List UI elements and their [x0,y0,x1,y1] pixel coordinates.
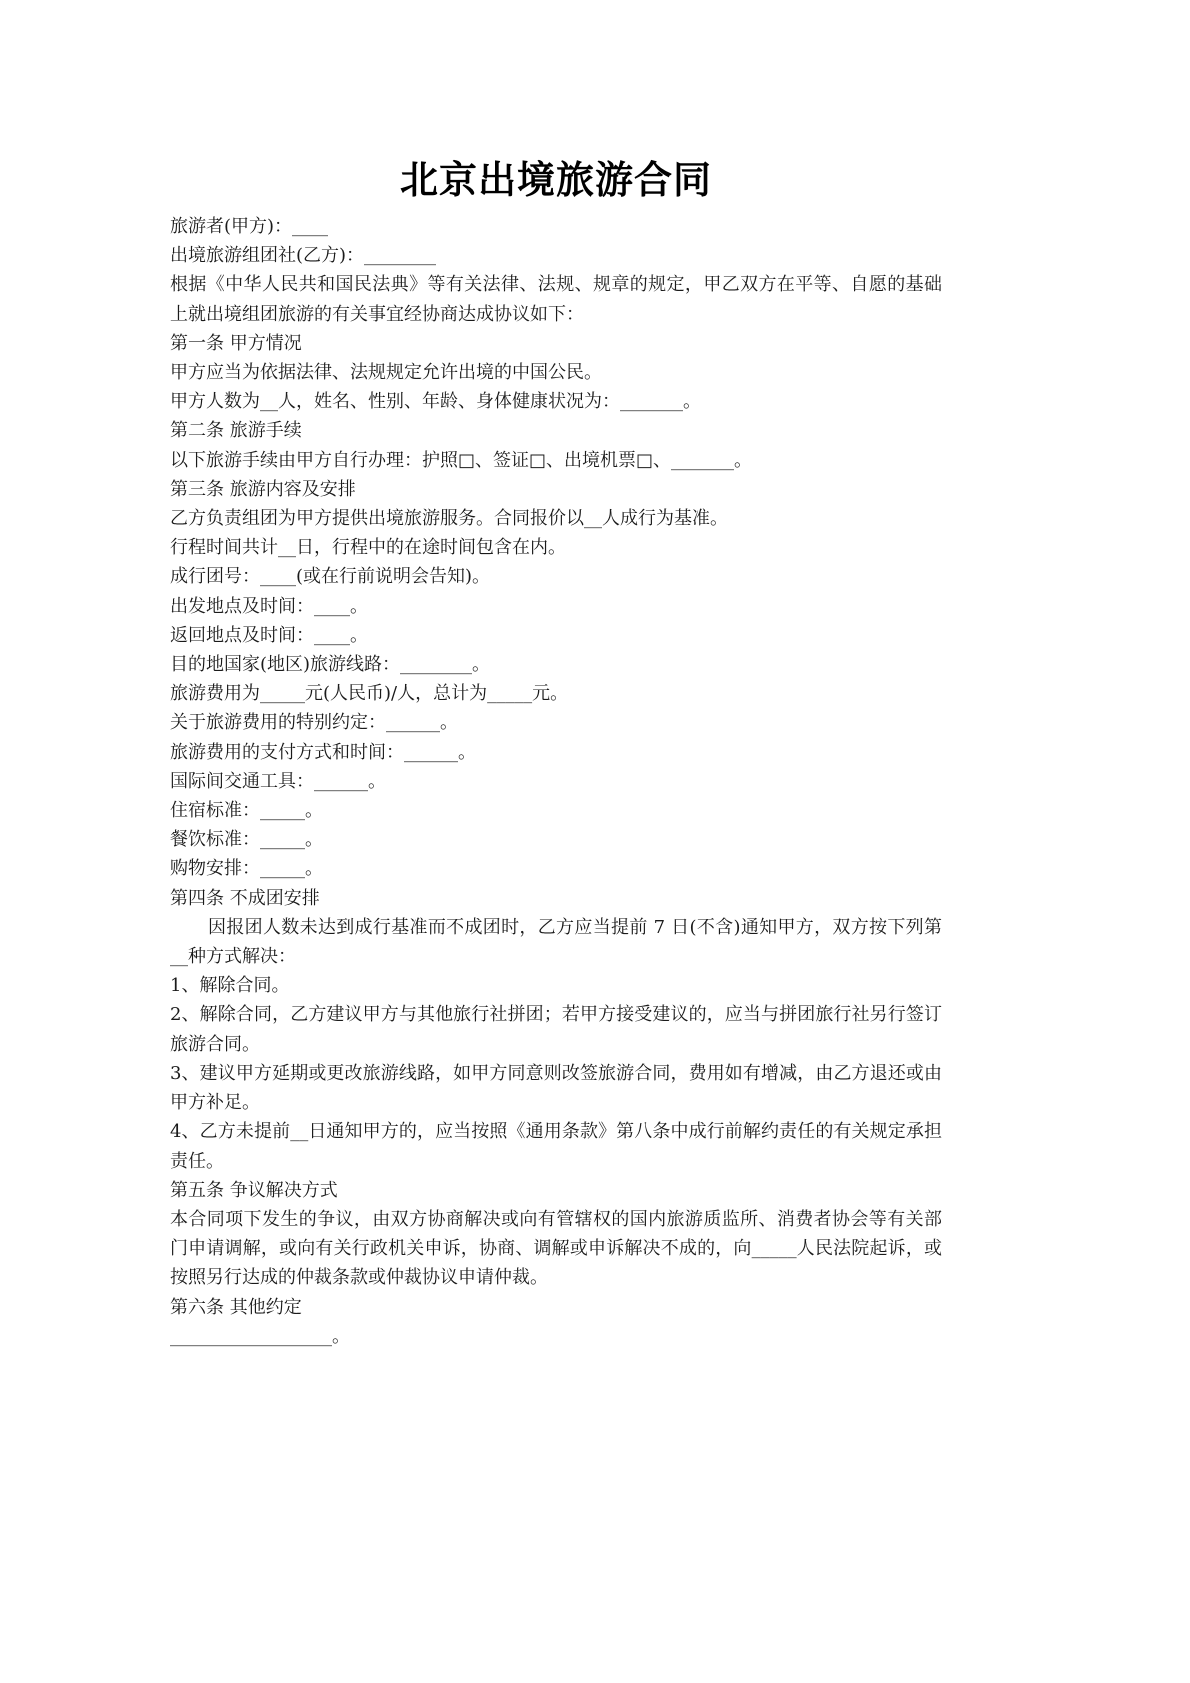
article-3-line: 旅游费用为_____元(人民币)/人，总计为_____元。 [170,683,569,705]
article-2-line: 以下旅游手续由甲方自行办理：护照□、签证□、出境机票□、_______。 [170,449,753,471]
article-1-line: 甲方人数为__人，姓名、性别、年龄、身体健康状况为：_______。 [170,391,701,413]
article-5-paragraph: 本合同项下发生的争议，由双方协商解决或向有管辖权的国内旅游质监所、消费者协会等有关部门申请调解，或向有关行政机关申诉，协商、调解或申诉解决不成的，向_____人民法院起诉，或按照另行达成的仲裁条款或仲裁协议申请仲裁。 [170,1208,942,1289]
party-b-line: 出境旅游组团社(乙方)：________ [170,245,437,267]
article-6-heading: 第六条 其他约定 [170,1296,302,1318]
contract-page [170,150,942,1351]
document-title: 北京出境旅游合同 [399,158,712,202]
preamble-paragraph: 根据《中华人民共和国民法典》等有关法律、法规、规章的规定，甲乙双方在平等、自愿的基础上就出境组团旅游的有关事宜经协商达成协议如下： [170,274,942,325]
article-4-option: 3、建议甲方延期或更改旅游线路，如甲方同意则改签旅游合同，费用如有增减，由乙方退还或由甲方补足。 [170,1062,942,1114]
article-3-line: 购物安排：_____。 [170,858,323,880]
party-a-line: 旅游者(甲方)：____ [170,216,329,237]
article-1-line: 甲方应当为依据法律、法规规定允许出境的中国公民。 [170,362,602,384]
article-3-line: 成行团号：____(或在行前说明会告知)。 [170,566,491,588]
article-4-option: 4、乙方未提前__日通知甲方的，应当按照《通用条款》第八条中成行前解约责任的有关规定承担责任。 [170,1121,942,1172]
article-3-line: 返回地点及时间：____。 [170,624,368,646]
article-3-line: 国际间交通工具：______。 [170,770,386,792]
article-3-line: 旅游费用的支付方式和时间：______。 [170,741,476,763]
article-3-line: 出发地点及时间：____。 [170,595,368,617]
article-4-option: 2、解除合同，乙方建议甲方与其他旅行社拼团；若甲方接受建议的，应当与拼团旅行社另行签订旅游合同。 [170,1004,942,1055]
article-3-line: 行程时间共计__日，行程中的在途时间包含在内。 [170,537,566,559]
article-4-intro: 因报团人数未达到成行基准而不成团时，乙方应当提前 7 日(不含)通知甲方，双方按下列第__种方式解决： [170,916,942,968]
article-6-blank-line: __________________。 [170,1325,350,1347]
article-4-heading: 第四条 不成团安排 [170,887,320,909]
article-5-heading: 第五条 争议解决方式 [170,1179,338,1201]
article-2-heading: 第二条 旅游手续 [170,420,302,442]
article-1-heading: 第一条 甲方情况 [170,332,302,354]
article-3-heading: 第三条 旅游内容及安排 [170,478,356,500]
article-3-line: 住宿标准：_____。 [170,800,323,822]
article-3-line: 目的地国家(地区)旅游线路：________。 [170,654,491,676]
article-3-line: 餐饮标准：_____。 [170,829,323,851]
article-3-line: 乙方负责组团为甲方提供出境旅游服务。合同报价以__人成行为基准。 [170,508,728,530]
article-3-line: 关于旅游费用的特别约定：______。 [170,712,458,734]
article-4-option: 1、解除合同。 [170,975,290,997]
